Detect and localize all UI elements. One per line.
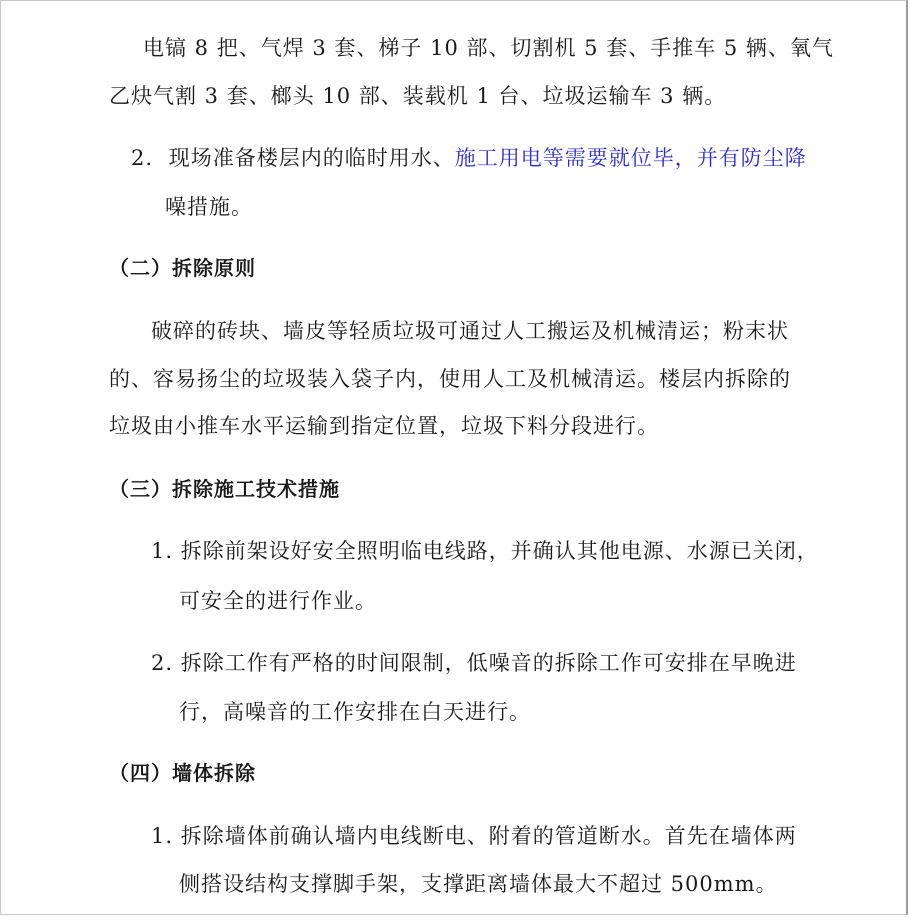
list-item-2-line-2: 噪措施。	[165, 195, 253, 219]
list-item-2-line-1	[131, 148, 807, 169]
wall-demolition-item-1-line-1: 1. 拆除墙体前确认墙内电线断电、附着的管道断水。首先在墙体两	[151, 824, 797, 848]
list-item-text: 现场准备楼层内的临时用水、	[168, 146, 455, 170]
measure-1-line-1: 1. 拆除前架设好安全照明临电线路，并确认其他电源、水源已关闭，	[151, 539, 819, 563]
measure-1-line-2: 可安全的进行作业。	[179, 589, 377, 613]
section-heading-technical-measures: （三）拆除施工技术措施	[109, 477, 340, 501]
equipment-list-line-1: 电镐 8 把、气焊 3 套、梯子 10 部、切割机 5 套、手推车 5 辆、氧气	[143, 36, 834, 60]
measure-2-line-1: 2. 拆除工作有严格的时间限制，低噪音的拆除工作可安排在早晚进	[151, 651, 797, 675]
principles-paragraph-line-1: 破碎的砖块、墙皮等轻质垃圾可通过人工搬运及机械清运；粉末状	[151, 319, 789, 343]
principles-paragraph-line-3: 垃圾由小推车水平运输到指定位置，垃圾下料分段进行。	[109, 414, 659, 438]
section-heading-wall-demolition: （四）墙体拆除	[109, 761, 256, 785]
measure-2-line-2: 行，高噪音的工作安排在白天进行。	[179, 700, 531, 724]
list-item-number: 2.	[131, 146, 154, 170]
equipment-list-line-2: 乙炔气割 3 套、榔头 10 部、装载机 1 台、垃圾运输车 3 辆。	[109, 84, 727, 108]
principles-paragraph-line-2: 的、容易扬尘的垃圾装入袋子内，使用人工及机械清运。楼层内拆除的	[109, 367, 791, 391]
highlighted-text: 施工用电等需要就位毕，并有防尘降	[454, 146, 807, 170]
section-heading-principles: （二）拆除原则	[109, 256, 256, 280]
wall-demolition-item-1-line-2: 侧搭设结构支撑脚手架，支撑距离墙体最大不超过 500mm。	[179, 872, 778, 896]
